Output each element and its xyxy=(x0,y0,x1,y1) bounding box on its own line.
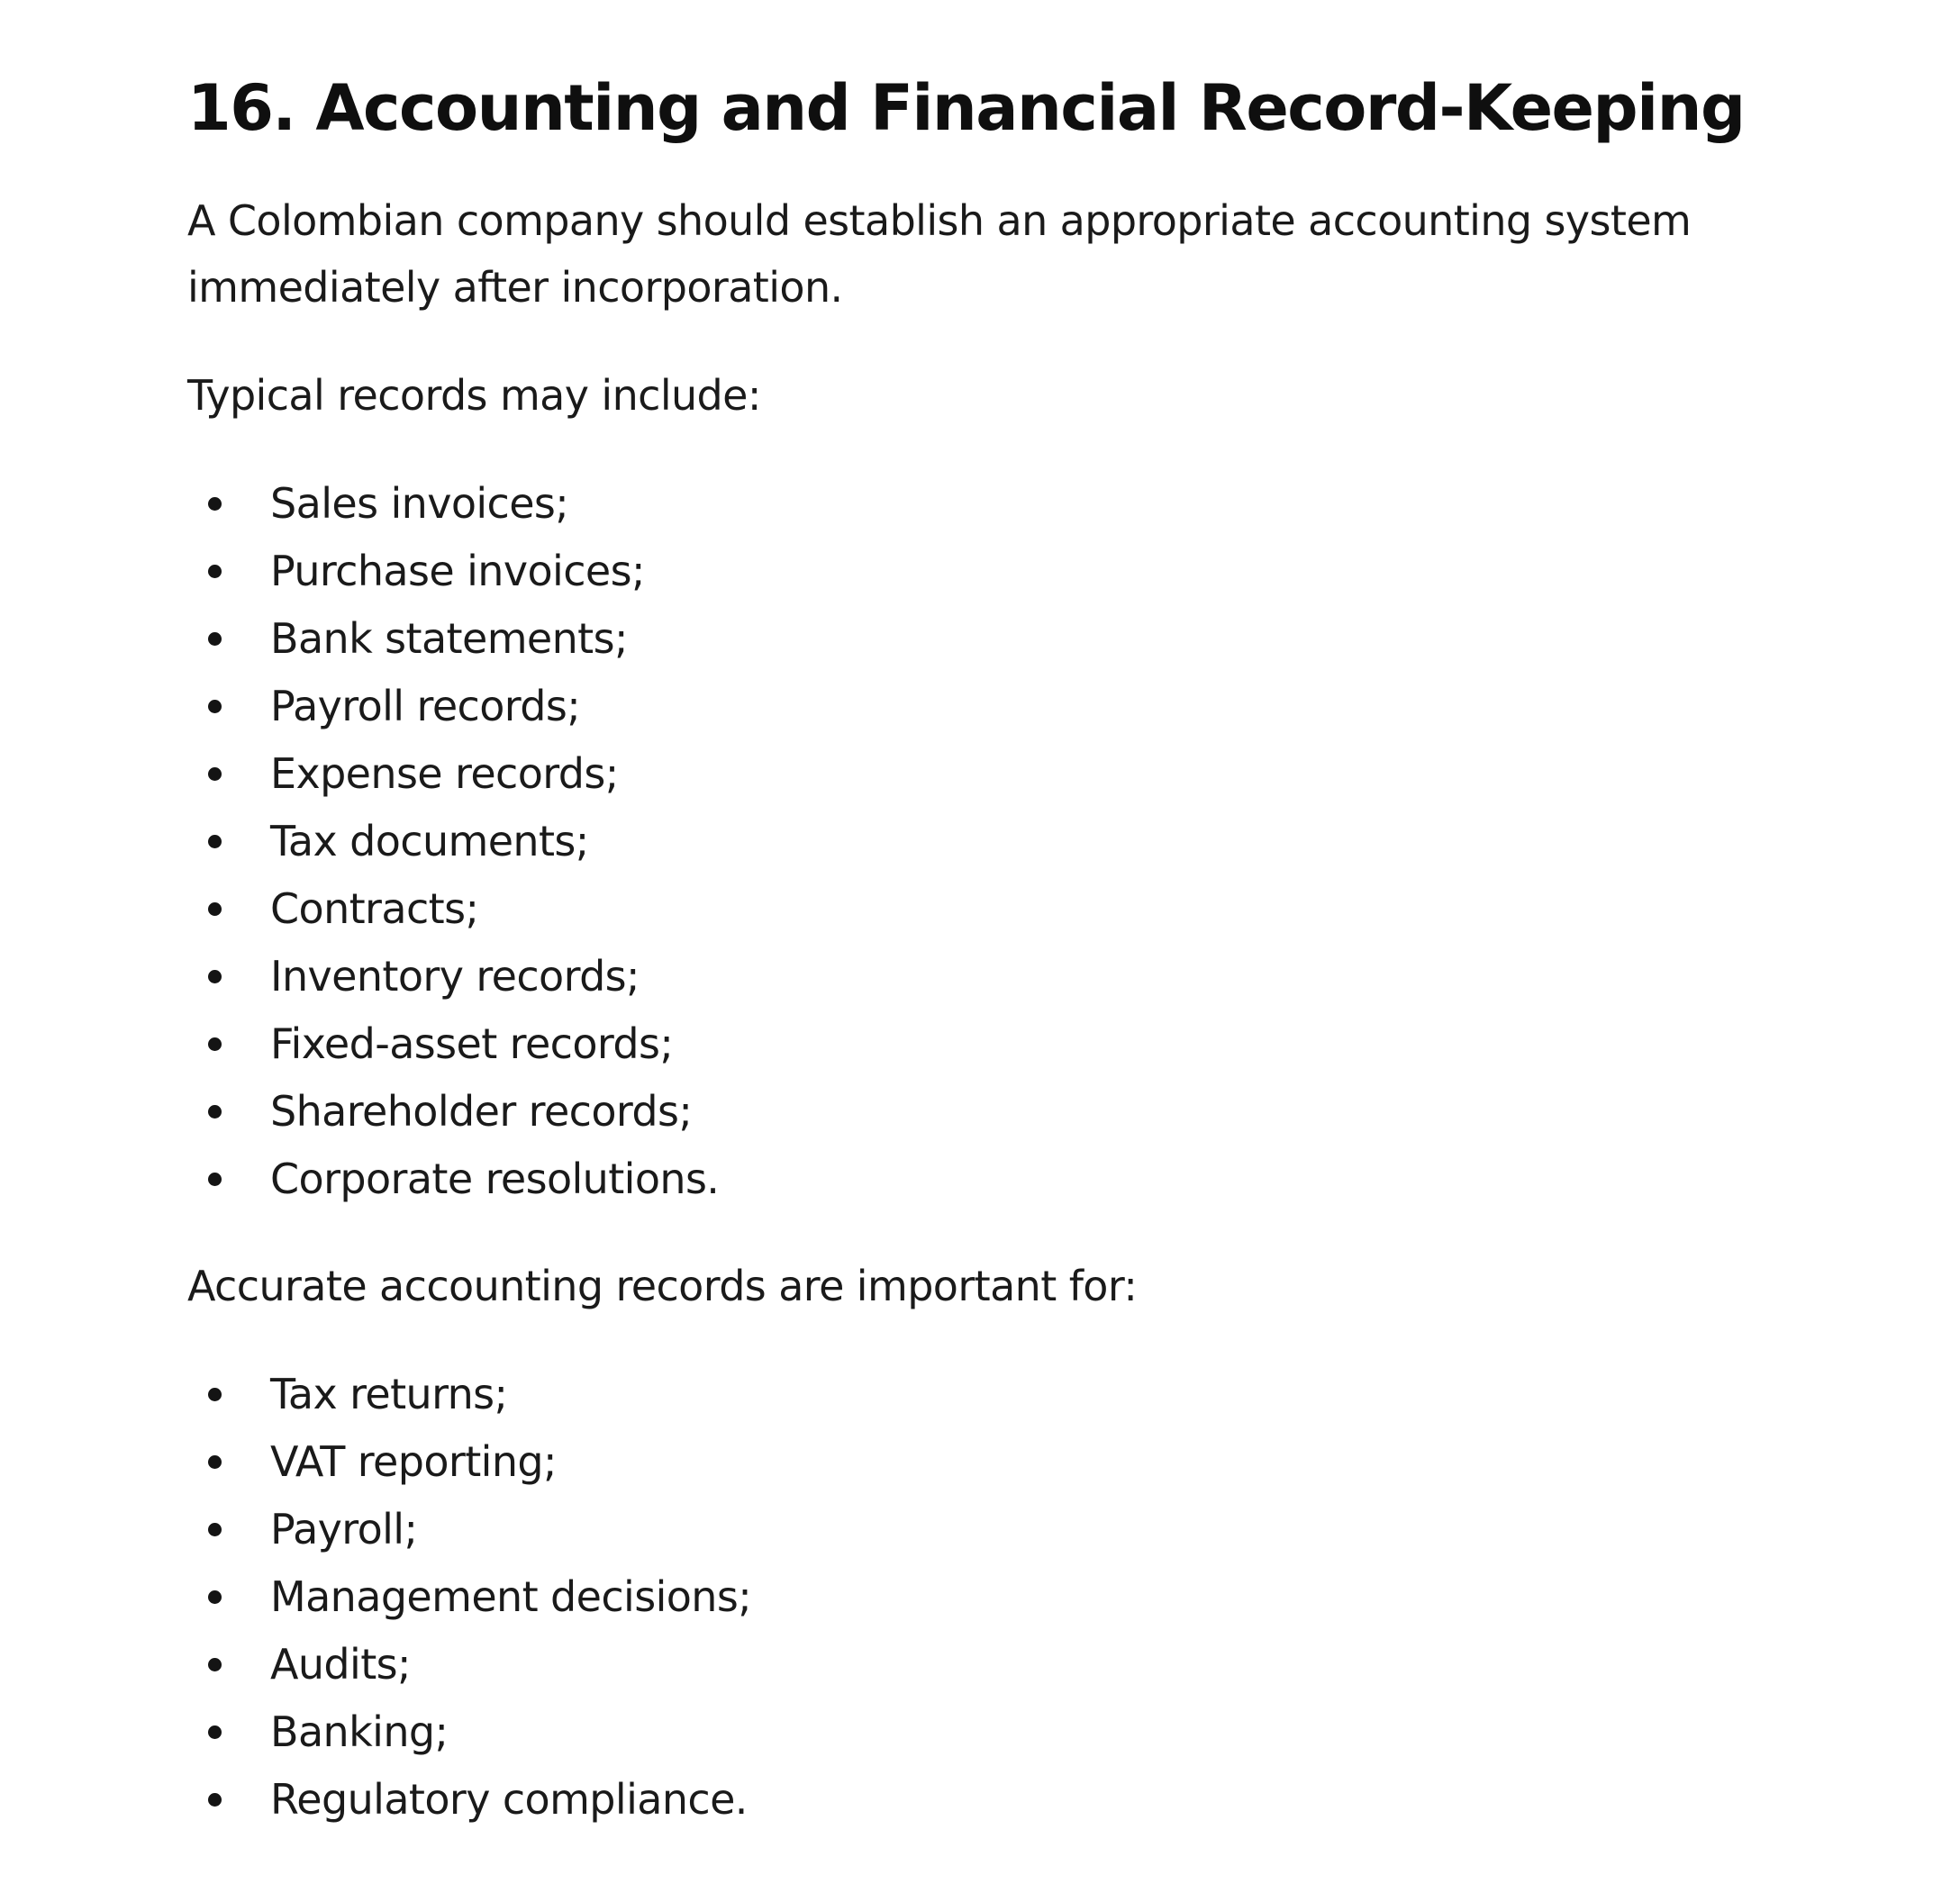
list-item-text: Purchase invoices; xyxy=(270,547,645,595)
importance-lead-text: Accurate accounting records are important for: xyxy=(187,1262,1138,1310)
list-item-text: Banking; xyxy=(270,1707,449,1756)
bullet-icon xyxy=(208,970,222,983)
list-item xyxy=(187,1766,1899,1834)
list-item-text: Expense records; xyxy=(270,749,619,798)
list-item-text: Shareholder records; xyxy=(270,1087,693,1136)
list-item xyxy=(187,1496,1899,1563)
list-item-text: Corporate resolutions. xyxy=(270,1155,720,1203)
list-item-text: Management decisions; xyxy=(270,1572,752,1621)
bullet-icon xyxy=(208,1590,222,1604)
bullet-icon xyxy=(208,1455,222,1469)
document-page xyxy=(187,63,1899,1834)
bullet-icon xyxy=(208,902,222,916)
list-item-text: Contracts; xyxy=(270,884,479,933)
list-item-text: Fixed-asset records; xyxy=(270,1019,674,1068)
list-item-text: Bank statements; xyxy=(270,614,628,663)
bullet-icon xyxy=(208,1173,222,1186)
bullet-icon xyxy=(208,700,222,713)
list-item xyxy=(187,1563,1899,1631)
bullet-icon xyxy=(208,565,222,578)
list-item-text: Payroll records; xyxy=(270,682,581,730)
list-item xyxy=(187,1078,1899,1146)
list-item xyxy=(187,808,1899,875)
bullet-icon xyxy=(208,497,222,511)
bullet-icon xyxy=(208,1105,222,1119)
records-lead-text: Typical records may include: xyxy=(187,371,761,420)
list-item xyxy=(187,943,1899,1010)
list-item-text: VAT reporting; xyxy=(270,1437,557,1486)
list-item xyxy=(187,1146,1899,1213)
list-item xyxy=(187,470,1899,538)
importance-list xyxy=(187,1361,1899,1834)
bullet-icon xyxy=(208,1523,222,1536)
list-item xyxy=(187,1698,1899,1766)
list-item xyxy=(187,1631,1899,1698)
list-item-text: Inventory records; xyxy=(270,952,640,1001)
section-heading: 16. Accounting and Financial Record-Keeping xyxy=(187,71,1745,145)
bullet-icon xyxy=(208,1658,222,1671)
list-item-text: Regulatory compliance. xyxy=(270,1775,748,1824)
bullet-icon xyxy=(208,1725,222,1739)
list-item-text: Tax documents; xyxy=(270,817,589,865)
bullet-icon xyxy=(208,1037,222,1051)
list-item xyxy=(187,1428,1899,1496)
list-item xyxy=(187,605,1899,673)
list-item xyxy=(187,673,1899,740)
bullet-icon xyxy=(208,835,222,848)
bullet-icon xyxy=(208,1388,222,1401)
list-item xyxy=(187,740,1899,808)
list-item-text: Payroll; xyxy=(270,1505,418,1553)
bullet-icon xyxy=(208,767,222,781)
list-item-text: Tax returns; xyxy=(270,1370,508,1418)
list-item xyxy=(187,538,1899,605)
records-list xyxy=(187,470,1899,1213)
list-item-text: Sales invoices; xyxy=(270,479,569,528)
list-item xyxy=(187,875,1899,943)
list-item xyxy=(187,1361,1899,1428)
list-item-text: Audits; xyxy=(270,1640,411,1689)
bullet-icon xyxy=(208,1793,222,1807)
bullet-icon xyxy=(208,632,222,646)
intro-paragraph: A Colombian company should establish an appropriate accounting system immediately after incorporation. xyxy=(187,196,1692,312)
list-item xyxy=(187,1010,1899,1078)
